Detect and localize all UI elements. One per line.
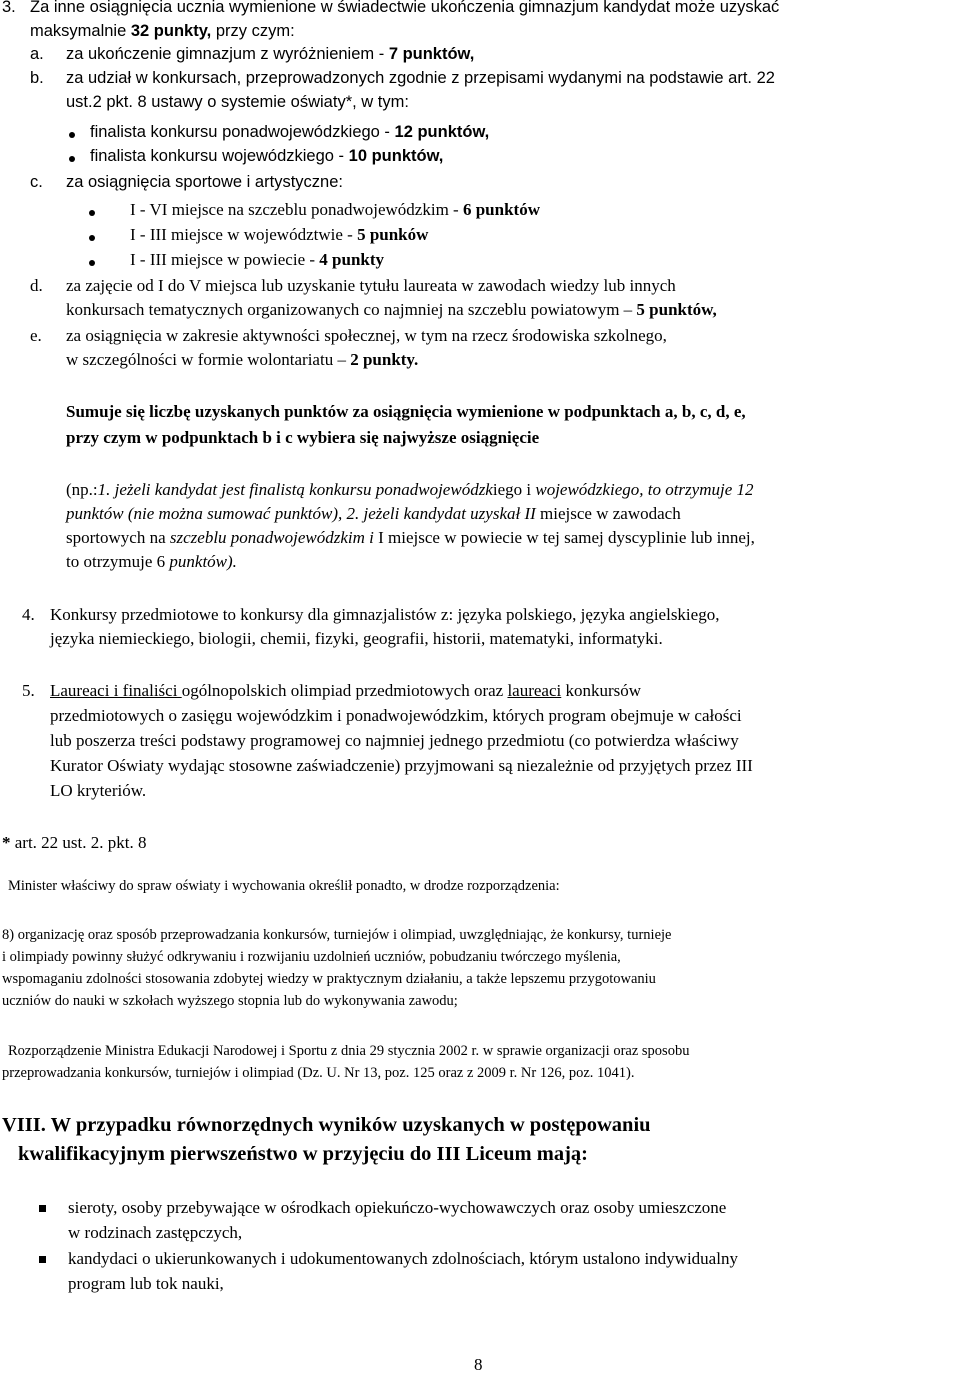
item-b-line-1: za udział w konkursach, przeprowadzonych zgodnie z przepisami wydanymi na podstawie art. 22 [66,69,775,87]
bullet-icon [69,132,75,138]
footnote-point-8-line-4: uczniów do nauki w szkołach wyższego stopnia lub do wykonywania zawodu; [2,993,458,1009]
item-c-bullet-1: I - VI miejsce na szczeblu ponadwojewódzkim - 6 punktów [130,200,540,219]
summary-line-2: przy czym w podpunktach b i c wybiera się najwyższe osiągnięcie [66,428,540,447]
item-c-bullet-3: I - III miejsce w powiecie - 4 punkty [130,250,385,269]
item-b-label: b. [30,69,44,87]
section-8-item-1-line-2: w rodzinach zastępczych, [68,1223,243,1242]
item-b-bullet-2: finalista konkursu wojewódzkiego - 10 punktów, [90,147,444,165]
item-e-label: e. [30,326,42,345]
item-b-line-2: ust.2 pkt. 8 ustawy o systemie oświaty*, w tym: [66,93,409,111]
page-number: 8 [474,1355,483,1374]
bullet-icon [69,156,75,162]
item-e-line-2: w szczególności w formie wolontariatu – 2 punkty. [66,350,419,369]
section-5-line-1: Laureaci i finaliści ogólnopolskich olimpiad przedmiotowych oraz laureaci konkursów [50,681,642,700]
item-a-text: za ukończenie gimnazjum z wyróżnieniem - 7 punktów, [66,45,475,63]
section-5-line-2: przedmiotowych o zasięgu wojewódzkim i ponadwojewódzkim, których program obejmuje w całości [50,706,742,725]
item-c-text: za osiągnięcia sportowe i artystyczne: [66,173,343,191]
footnote-point-8-line-1: 8) organizację oraz sposób przeprowadzania konkursów, turniejów i olimpiad, uwzględniając, że konkursy, turnieje [2,927,672,943]
example-line-2: punktów (nie można sumować punktów), 2. jeżeli kandydat uzyskał II miejsce w zawodach [66,504,681,523]
footnote-point-8-line-3: wspomaganiu zdolności stosowania zdobytej wiedzy w praktycznym działaniu, a także lepszemu przygotowaniu [2,971,656,987]
summary-line-1: Sumuje się liczbę uzyskanych punktów za osiągnięcia wymienione w podpunktach a, b, c, d, e, [66,402,746,421]
item-a-label: a. [30,45,44,63]
item-d-line-2: konkursach tematycznych organizowanych co najmniej na szczeblu powiatowym – 5 punktów, [66,300,717,319]
section-5-number: 5. [22,681,35,700]
section-3-number: 3. [2,0,16,16]
section-5-line-5: LO kryteriów. [50,781,147,800]
bullet-icon [89,235,95,241]
example-line-3: sportowych na szczeblu ponadwojewódzkim i I miejsce w powiecie w tej samej dyscyplinie lub innej, [66,528,755,547]
item-b-bullet-1: finalista konkursu ponadwojewódzkiego - 12 punktów, [90,123,490,141]
item-c-label: c. [30,173,43,191]
item-e-line-1: za osiągnięcia w zakresie aktywności społecznej, w tym na rzecz środowiska szkolnego, [66,326,667,345]
bullet-icon [89,210,95,216]
regulation-line-2: przeprowadzania konkursów, turniejów i olimpiad (Dz. U. Nr 13, poz. 125 oraz z 2009 r. Nr 126, poz. 1041). [2,1065,635,1081]
section-5-line-3: lub poszerza treści podstawy programowej co najmniej jednego przedmiotu (co potwierdza właściwy [50,731,739,750]
example-line-4: to otrzymuje 6 punktów). [66,552,237,571]
footnote-minister: Minister właściwy do spraw oświaty i wychowania określił ponadto, w drodze rozporządzenia: [8,878,560,894]
section-8-item-2-line-2: program lub tok nauki, [68,1274,224,1293]
item-d-line-1: za zajęcie od I do V miejsca lub uzyskanie tytułu laureata w zawodach wiedzy lub innych [66,276,676,295]
section-3-line-2: maksymalnie 32 punkty, przy czym: [30,22,295,40]
square-bullet-icon [39,1256,46,1263]
section-4-line-2: języka niemieckiego, biologii, chemii, fizyki, geografii, historii, matematyki, informatyki. [50,629,663,648]
section-4-line-1: Konkursy przedmiotowe to konkursy dla gimnazjalistów z: języka polskiego, języka angielskiego, [50,605,720,624]
section-8-heading-line-2: kwalifikacyjnym pierwszeństwo w przyjęciu do III Liceum mają: [18,1143,588,1165]
item-d-label: d. [30,276,43,295]
section-5-line-4: Kurator Oświaty wydając stosowne zaświadczenie) przyjmowani są niezależnie od przyjętych przez III [50,756,753,775]
bullet-icon [89,260,95,266]
example-line-1: (np.:1. jeżeli kandydat jest finalistą konkursu ponadwojewódzkiego i wojewódzkiego, to otrzymuje 12 [66,480,754,499]
section-3-line-1: Za inne osiągnięcia ucznia wymienione w świadectwie ukończenia gimnazjum kandydat może uzyskać [30,0,780,16]
footnote-reference: * art. 22 ust. 2. pkt. 8 [2,833,147,852]
square-bullet-icon [39,1205,46,1212]
item-c-bullet-2: I - III miejsce w województwie - 5 punków [130,225,429,244]
section-8-item-2-line-1: kandydaci o ukierunkowanych i udokumentowanych zdolnościach, którym ustalono indywidualny [68,1249,738,1268]
section-4-number: 4. [22,605,35,624]
section-8-heading-line-1: VIII. W przypadku równorzędnych wyników uzyskanych w postępowaniu [2,1114,651,1136]
section-8-item-1-line-1: sieroty, osoby przebywające w ośrodkach opiekuńczo-wychowawczych oraz osoby umieszczone [68,1198,727,1217]
regulation-line-1: Rozporządzenie Ministra Edukacji Narodowej i Sportu z dnia 29 stycznia 2002 r. w sprawie organizacji oraz sposobu [8,1043,690,1059]
footnote-point-8-line-2: i olimpiady powinny służyć odkrywaniu i rozwijaniu uzdolnień uczniów, pobudzaniu twórczego myślenia, [2,949,621,965]
